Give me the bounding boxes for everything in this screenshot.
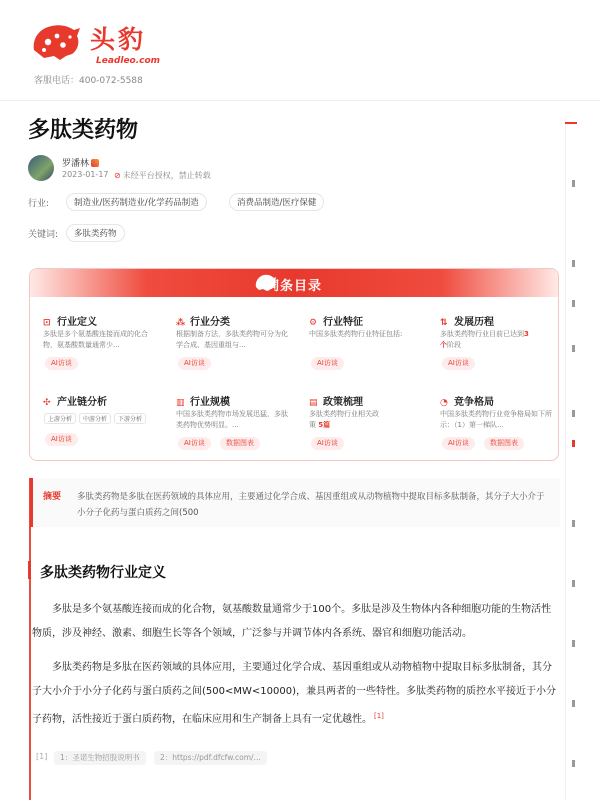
industry-tag[interactable]: 消费品制造/医疗保健 [229,193,324,211]
reference-item[interactable]: 2：https://pdf.dfcfw.com/... [154,751,267,765]
history-icon: ⇅ [440,318,448,328]
chain-icon: ✣ [43,398,51,408]
toc-item-scale[interactable] [176,393,304,455]
data-chart-pill[interactable]: 数据图表 [220,437,260,450]
toc-item-desc: 中国多肽类药物行业特征包括: [309,330,403,338]
toc-item-title [440,393,494,408]
hotline-text: 客服电话：400-072-5588 [34,76,143,86]
toc-item-title [43,393,107,408]
author-badge-icon [91,159,99,167]
toc-header [30,269,558,297]
toc-item-desc: 中国多肽类药物市场发展迅猛，多肽类药物优势明显。... [176,410,288,429]
side-outline-marker[interactable] [572,520,575,527]
publish-date: 2023-01-17 [62,170,109,179]
ai-interview-pill[interactable]: AI访谈 [442,437,475,450]
chain-tag-upstream[interactable]: 上游分析 [44,413,76,424]
ai-interview-pill[interactable]: AI访谈 [178,357,211,370]
content-accent-line [29,478,31,800]
side-outline-marker[interactable] [572,260,575,267]
toc-item-title-text: 行业规模 [190,397,230,408]
toc-item-desc-highlight: 3个 [440,330,529,349]
toc-item-category[interactable] [176,313,304,373]
toc-item-desc-highlight: 5篇 [318,421,331,429]
section-title: 多肽类药物行业定义 [40,565,166,581]
toc-item-desc [309,409,379,431]
side-outline-rail[interactable] [565,118,600,800]
toc-item-chain[interactable] [43,393,171,455]
toc-item-title [309,313,363,328]
reference-index: [1] [36,752,48,761]
definition-paragraph-2 [32,656,560,732]
ai-interview-pill[interactable]: AI访谈 [45,433,78,446]
definition-icon: ⊡ [43,318,51,328]
ai-interview-pill[interactable]: AI访谈 [311,357,344,370]
header-divider [0,100,600,101]
toc-item-policy[interactable] [309,393,437,455]
author-avatar[interactable] [28,155,54,181]
toc-card [29,268,559,461]
industry-label: 行业: [28,199,50,209]
side-outline-marker[interactable] [572,410,575,417]
industry-tag[interactable]: 制造业/医药制造业/化学药品制造 [66,193,207,211]
toc-item-title-text: 发展历程 [454,317,494,328]
definition-paragraph-2-text: 多肽类药物是多肽在医药领域的具体应用，主要通过化学合成、基因重组或从动物植物中提取目标多肽制备，其分子大小介于小分子化药与蛋白质药之间(500<MW<10000)，兼具两者的一些特性。多肽类药物的质控水平接近于小分子药物，活性接近于蛋白质药物，在临床应用和生产制备上具有一定优越性。 [32,662,556,725]
side-outline-marker[interactable] [572,440,575,447]
scale-icon: ▥ [176,398,185,408]
toc-item-title [440,313,494,328]
toc-item-desc [440,329,530,351]
toc-item-title-text: 行业定义 [57,317,97,328]
brand-name-cn: 头豹 [90,25,147,54]
toc-item-title [176,313,230,328]
toc-item-title-text: 行业分类 [190,317,230,328]
toc-item-desc-text: 多肽类药物行业目前已达到 [440,330,524,338]
ai-interview-pill[interactable]: AI访谈 [311,437,344,450]
ai-interview-pill[interactable]: AI访谈 [45,357,78,370]
toc-item-desc: 多肽是多个氨基酸连接而成的化合物，氨基酸数量通常少... [43,330,148,349]
toc-item-title-text: 竞争格局 [454,397,494,408]
toc-item-history[interactable] [440,313,559,373]
data-chart-pill[interactable]: 数据图表 [484,437,524,450]
competition-icon: ◔ [440,398,448,408]
page-title: 多肽类药物 [28,118,139,143]
toc-item-definition[interactable] [43,313,171,373]
toc-item-title [309,393,363,408]
author-name-text: 罗潘林 [62,159,90,169]
side-outline-marker[interactable] [572,640,575,647]
ban-icon: ⊘ [114,171,121,180]
toc-item-desc: 中国多肽类药物行业竞争格局如下所示：（1）第一梯队... [440,410,552,429]
toc-item-competition[interactable] [440,393,559,455]
ai-interview-pill[interactable]: AI访谈 [178,437,211,450]
abstract-text: 多肽类药物是多肽在医药领域的具体应用，主要通过化学合成、基因重组或从动物植物中提取目标多肽制备，其分子大小介于小分子化药与蛋白质药之间(500 [77,492,545,518]
chain-tag-midstream[interactable]: 中游分析 [79,413,111,424]
toc-item-title-text: 政策梳理 [323,397,363,408]
toc-item-title-text: 产业链分析 [57,397,107,408]
side-outline-marker[interactable] [572,700,575,707]
side-outline-marker[interactable] [572,180,575,187]
side-outline-marker[interactable] [572,345,575,352]
license-note [114,170,211,181]
citation-link[interactable]: [1] [374,712,384,720]
leopard-logo-icon[interactable] [30,20,82,64]
abstract-label: 摘要 [43,492,62,502]
ai-interview-pill[interactable]: AI访谈 [442,357,475,370]
toc-item-desc: 根据制备方法，多肽类药物可分为化学合成、基因重组与... [176,330,288,349]
definition-paragraph-1: 多肽是多个氨基酸连接而成的化合物，氨基酸数量通常少于100个。多肽是涉及生物体内各种细胞功能的生物活性物质，涉及神经、激素、细胞生长等各个领域，广泛参与并调节体内各系统、器官和细胞功能活动。 [32,604,552,639]
license-note-text: 未经平台授权，禁止转载 [122,171,211,180]
feature-icon: ⚙ [309,318,318,328]
toc-title: 词条目录 [265,279,322,294]
toc-item-desc-text: 多肽类药物行业相关政策 [309,410,379,429]
chain-tag-downstream[interactable]: 下游分析 [114,413,146,424]
side-outline-marker[interactable] [572,580,575,587]
category-icon: ⁂ [176,318,186,328]
policy-icon: ▤ [309,398,318,408]
brand-name-en: Leadleo.com [96,56,161,66]
toc-item-feature[interactable] [309,313,437,373]
toc-item-desc-suffix: 阶段 [447,341,461,349]
side-outline-active-marker [565,122,577,124]
reference-item[interactable]: 1：圣诺生物招股说明书 [54,751,146,765]
side-outline-marker[interactable] [572,300,575,307]
author-name[interactable] [62,156,99,169]
keyword-tag[interactable]: 多肽类药物 [66,224,125,242]
toc-item-title [43,313,97,328]
abstract-box [30,478,560,527]
toc-item-title [176,393,230,408]
side-outline-marker[interactable] [572,760,575,767]
toc-item-title-text: 行业特征 [323,317,363,328]
keyword-label: 关键词: [28,230,59,240]
brand-header [28,14,228,94]
